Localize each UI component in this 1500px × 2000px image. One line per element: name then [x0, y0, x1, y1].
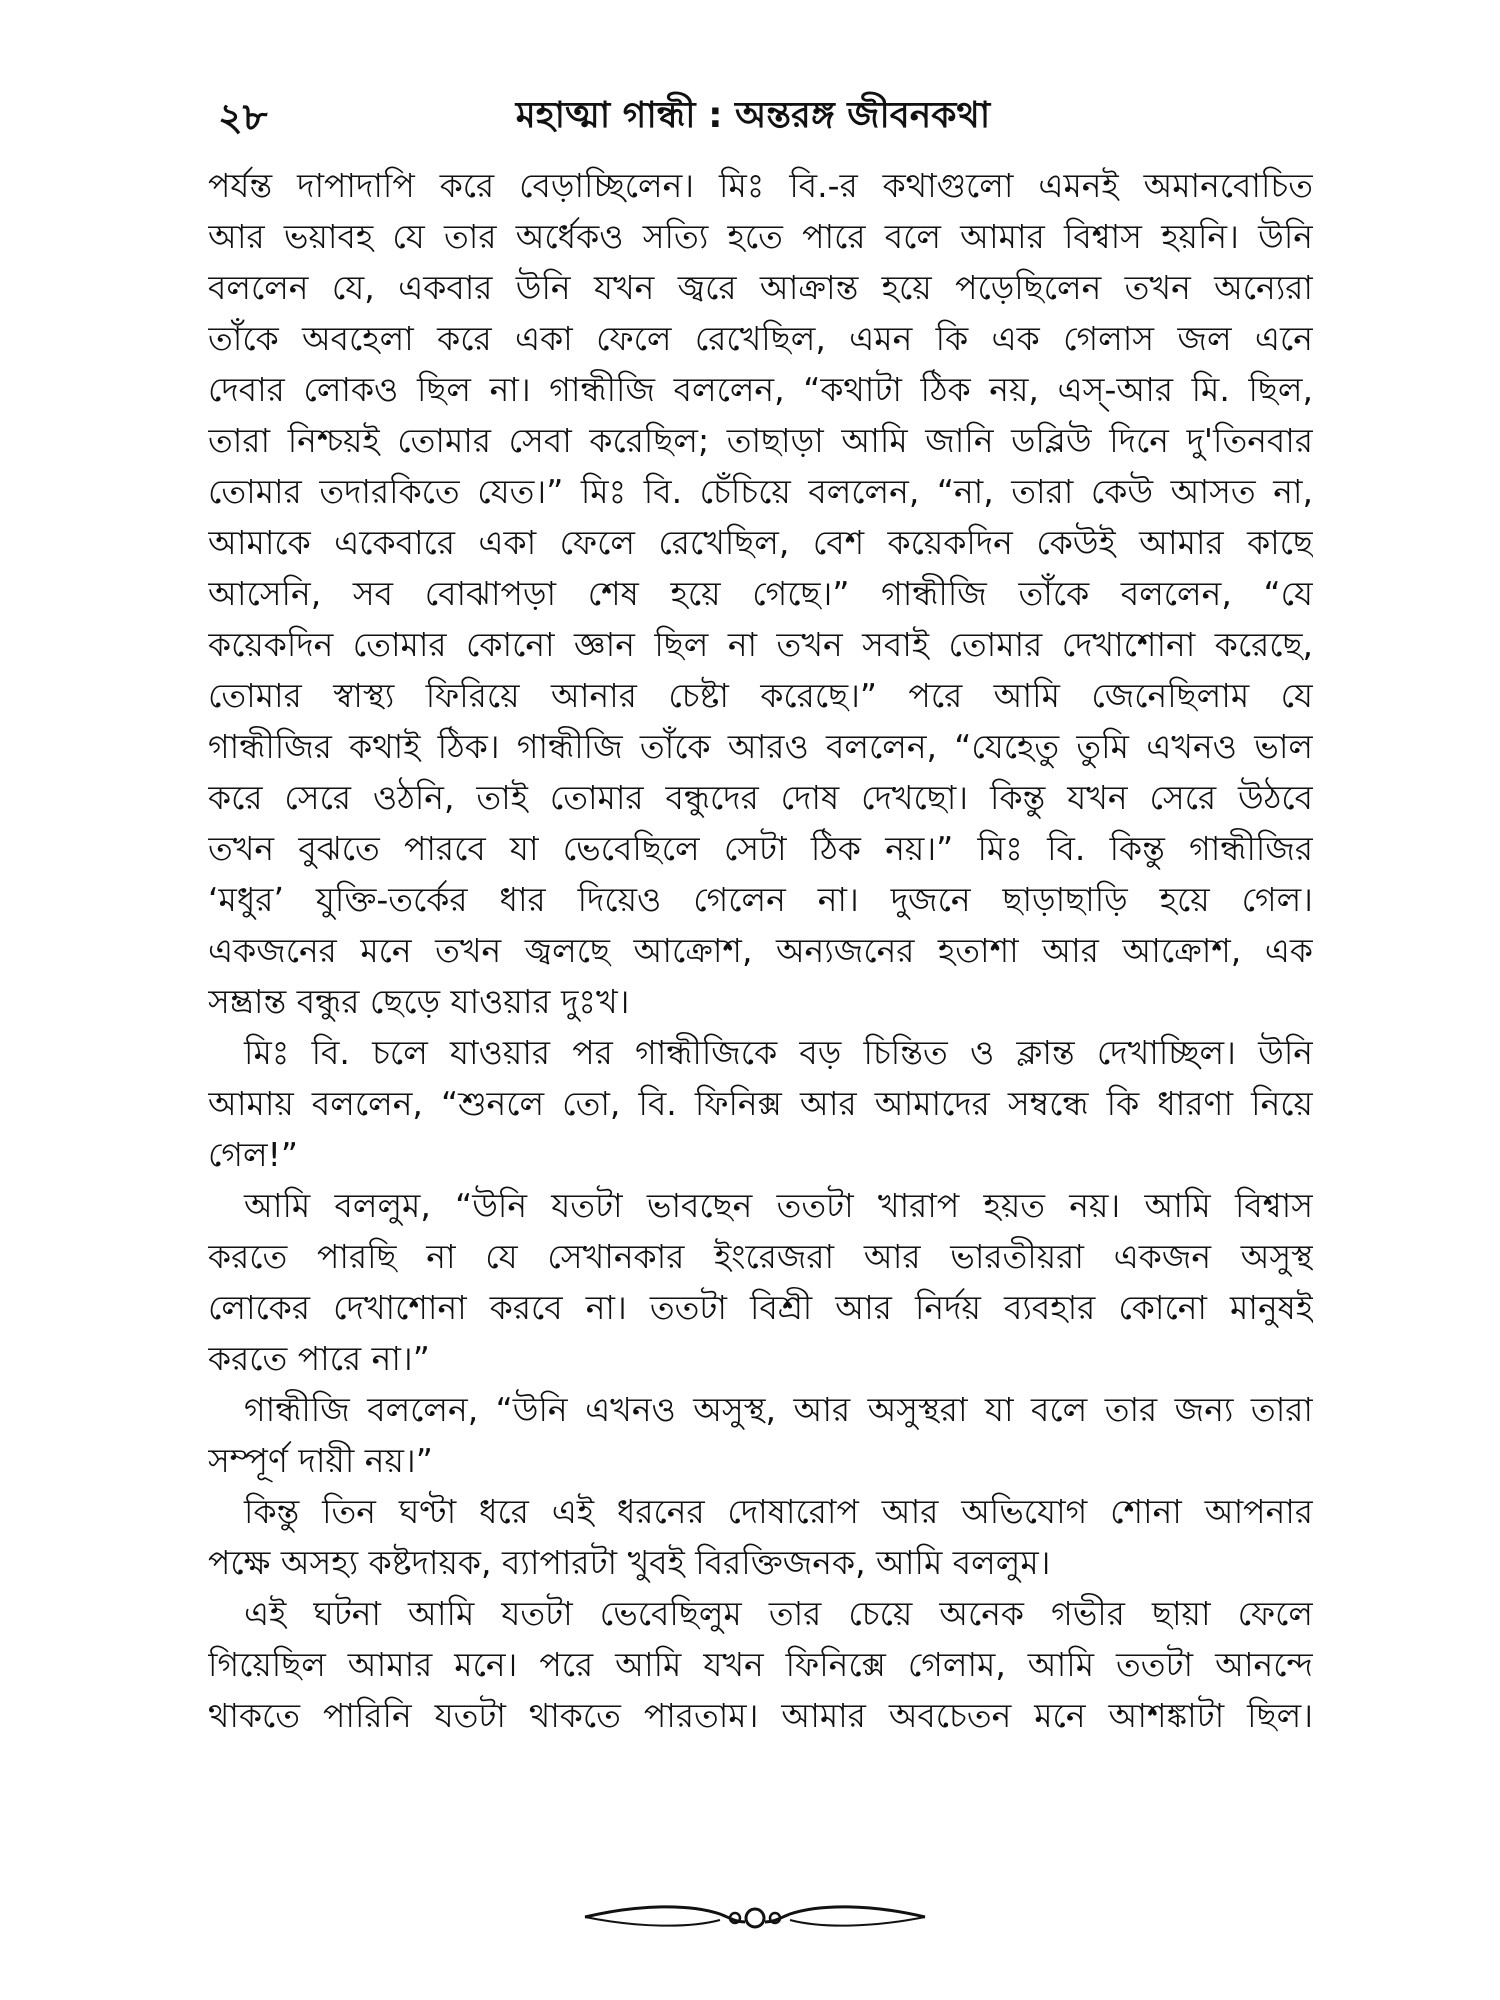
end-ornament-icon	[580, 1892, 930, 1942]
text-line: পক্ষে অসহ্য কষ্টদায়ক, ব্যাপারটা খুবই বিরক্তিজনক, আমি বললুম।	[208, 1543, 1051, 1582]
text-line: কিন্তু তিন ঘণ্টা ধরে এই ধরনের দোষারোপ আর অভিযোগ শোনা আপনার	[244, 1492, 1313, 1531]
text-line: একজনের মনে তখন জ্বলছে আক্রোশ, অন্যজনের হতাশা আর আক্রোশ, এক	[208, 931, 1313, 970]
text-line: তোমার তদারকিতে যেত।” মিঃ বি. চেঁচিয়ে বললেন, “না, তারা কেউ আসত না,	[208, 472, 1313, 511]
text-line: করতে পারছি না যে সেখানকার ইংরেজরা আর ভারতীয়রা একজন অসুস্থ	[208, 1237, 1313, 1276]
text-line: মিঃ বি. চলে যাওয়ার পর গান্ধীজিকে বড় চিন্তিত ও ক্লান্ত দেখাচ্ছিল। উনি	[244, 1033, 1313, 1072]
text-line: করে সেরে ওঠনি, তাই তোমার বন্ধুদের দোষ দেখছো। কিন্তু যখন সেরে উঠবে	[208, 778, 1313, 817]
text-line: গান্ধীজি বললেন, “উনি এখনও অসুস্থ, আর অসুস্থরা যা বলে তার জন্য তারা	[244, 1390, 1313, 1429]
body-text	[208, 160, 1313, 1741]
text-line: গান্ধীজির কথাই ঠিক। গান্ধীজি তাঁকে আরও বললেন, “যেহেতু তুমি এখনও ভাল	[208, 727, 1313, 766]
text-line: গেল!”	[208, 1135, 298, 1174]
text-line: তারা নিশ্চয়ই তোমার সেবা করেছিল; তাছাড়া আমি জানি ডব্লিউ দিনে দু'তিনবার	[208, 421, 1313, 460]
text-line: পর্যন্ত দাপাদাপি করে বেড়াচ্ছিলেন। মিঃ বি.-র কথাগুলো এমনই অমানবোচিত	[208, 166, 1313, 205]
text-line: দেবার লোকও ছিল না। গান্ধীজি বললেন, “কথাটা ঠিক নয়, এস্‌-আর মি. ছিল,	[208, 370, 1313, 409]
text-line: তোমার স্বাস্থ্য ফিরিয়ে আনার চেষ্টা করেছে।” পরে আমি জেনেছিলাম যে	[208, 676, 1313, 715]
text-line: থাকতে পারিনি যতটা থাকতে পারতাম। আমার অবচেতন মনে আশঙ্কাটা ছিল।	[208, 1696, 1313, 1735]
text-line: লোকের দেখাশোনা করবে না। ততটা বিশ্রী আর নির্দয় ব্যবহার কোনো মানুষই	[208, 1288, 1313, 1327]
text-line: আমি বললুম, “উনি যতটা ভাবছেন ততটা খারাপ হয়ত নয়। আমি বিশ্বাস	[244, 1186, 1313, 1225]
text-line: গিয়েছিল আমার মনে। পরে আমি যখন ফিনিক্সে গেলাম, আমি ততটা আনন্দে	[208, 1645, 1313, 1684]
text-line: করতে পারে না।”	[208, 1339, 430, 1378]
text-line: তাঁকে অবহেলা করে একা ফেলে রেখেছিল, এমন কি এক গেলাস জল এনে	[208, 319, 1313, 358]
text-line: বললেন যে, একবার উনি যখন জ্বরে আক্রান্ত হয়ে পড়েছিলেন তখন অন্যেরা	[208, 268, 1313, 307]
page-number: ২৮	[218, 95, 268, 139]
text-line: আমাকে একেবারে একা ফেলে রেখেছিল, বেশ কয়েকদিন কেউই আমার কাছে	[208, 523, 1313, 562]
running-title: মহাত্মা গান্ধী : অন্তরঙ্গ জীবনকথা	[515, 95, 991, 136]
text-line: আমায় বললেন, “শুনলে তো, বি. ফিনিক্স আর আমাদের সম্বন্ধে কি ধারণা নিয়ে	[208, 1084, 1313, 1123]
text-line: কয়েকদিন তোমার কোনো জ্ঞান ছিল না তখন সবাই তোমার দেখাশোনা করেছে,	[208, 625, 1313, 664]
text-line: এই ঘটনা আমি যতটা ভেবেছিলুম তার চেয়ে অনেক গভীর ছায়া ফেলে	[244, 1594, 1313, 1633]
text-line: তখন বুঝতে পারবে যা ভেবেছিলে সেটা ঠিক নয়।” মিঃ বি. কিন্তু গান্ধীজির	[208, 829, 1313, 868]
text-line: আর ভয়াবহ যে তার অর্ধেকও সত্যি হতে পারে বলে আমার বিশ্বাস হয়নি। উনি	[208, 217, 1313, 256]
text-line: সম্পূর্ণ দায়ী নয়।”	[208, 1441, 433, 1480]
text-line: আসেনি, সব বোঝাপড়া শেষ হয়ে গেছে।” গান্ধীজি তাঁকে বললেন, “যে	[208, 574, 1313, 613]
text-line: ‘মধুর’ যুক্তি-তর্কের ধার দিয়েও গেলেন না। দুজনে ছাড়াছাড়ি হয়ে গেল।	[208, 880, 1313, 919]
text-line: সম্ভ্রান্ত বন্ধুর ছেড়ে যাওয়ার দুঃখ।	[208, 982, 630, 1021]
page-header	[218, 88, 1288, 148]
